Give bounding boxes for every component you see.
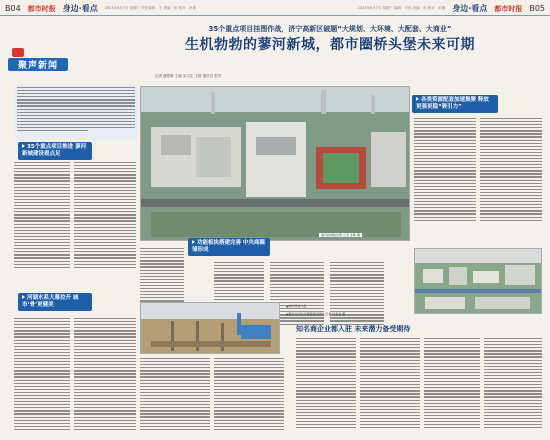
right-page-number: B05: [529, 4, 545, 13]
city-model-photo: [414, 248, 542, 314]
construction-photo: [140, 302, 280, 354]
subhead-center: 功能板块搭建完善 中央商圈雏形成: [188, 238, 270, 256]
left-newspaper-logo: 都市时报: [27, 4, 56, 13]
aerial-caption: 蓼河新城航拍图 记者 孙静 摄: [321, 233, 360, 237]
subhead-left-1: 35个重点项目推进 蓼河新城建设看点足: [18, 142, 92, 160]
subhead-left-2: 河湖水系大幕拉开 城市‘骨’更健美: [18, 293, 92, 311]
right-section-name: 身边·看点: [452, 4, 488, 13]
chevron-right-icon: [22, 295, 25, 299]
article-kicker: 35个重点项目挂图作战，济宁高新区破题“大规划、大环境、大配套、大商业”: [208, 25, 452, 33]
lead-text-lines: [17, 87, 135, 131]
body-column-bottom-c: [424, 338, 480, 430]
body-column-left-a: [14, 162, 70, 270]
right-page-header: [353, 3, 548, 14]
bottom-right-section-title: 知名商企业都入驻 未来潜力备受期待: [296, 325, 411, 333]
left-section-name: 身边·看点: [62, 4, 98, 13]
lead-paragraph-box: [14, 84, 138, 140]
model-caption: ▲城市规划沙盘: [286, 304, 307, 308]
right-issue-meta: 2023年6月7日 星期三 编辑：安伟 美编：柏 校对：彭蕾: [357, 6, 446, 10]
aerial-city-image: [141, 87, 410, 241]
article-byline: 记者 谢思琪 王丽 实习生 王路 通讯员 张学: [155, 74, 222, 78]
aerial-photo: [140, 86, 410, 241]
masthead-band: [8, 58, 68, 71]
left-page-header: [2, 3, 200, 14]
column-masthead: [8, 22, 118, 92]
article-headline: 生机勃勃的蓼河新城，都市圈桥头堡未来可期: [185, 37, 475, 53]
body-column-bottom-f: [214, 358, 284, 432]
body-column-left-b: [74, 162, 136, 270]
body-column-bottom-a: [296, 338, 356, 430]
body-column-right-b: [480, 118, 542, 223]
body-column-right-a: [414, 118, 476, 223]
right-newspaper-logo: 都市时报: [494, 4, 523, 13]
chevron-right-icon: [416, 97, 419, 101]
body-column-center-d: [330, 262, 384, 327]
masthead-badge-icon: [12, 48, 24, 57]
subhead-right-1: 各类资源配套加速集聚 释放更强更稳“吸引力”: [412, 95, 498, 113]
left-issue-meta: 2023年6月7日 星期三 责任编辑：王 美编：柏 校对：彭蕾: [104, 6, 197, 10]
construction-caption: ▲蓼河片区综合管廊建设现场 记者 付金华 摄: [286, 312, 346, 316]
chevron-right-icon: [192, 240, 195, 244]
chevron-right-icon: [22, 144, 25, 148]
body-column-left-c: [14, 318, 70, 432]
body-column-bottom-d: [484, 338, 542, 430]
body-column-bottom-b: [360, 338, 420, 430]
city-model-image: [415, 249, 542, 314]
left-page-number: B04: [5, 4, 21, 13]
page-header-bar: [0, 0, 550, 16]
construction-site-image: [141, 303, 280, 354]
body-column-bottom-e: [140, 358, 210, 432]
body-column-left-d: [74, 318, 136, 432]
masthead-title: 聚声新闻: [17, 61, 58, 71]
